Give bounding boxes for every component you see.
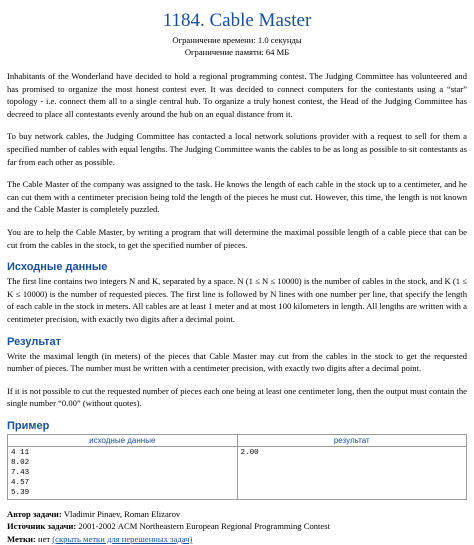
hide-tags-link[interactable]: (скрыть метки для нерешенных задач) <box>52 533 193 544</box>
problem-tags <box>7 533 467 545</box>
input-heading: Исходные данные <box>7 261 108 274</box>
source-value: 2001-2002 ACM Northeastern European Regional Programming Contest <box>78 521 330 532</box>
author-label: Автор задачи: <box>7 508 62 519</box>
tags-label: Метки: <box>7 533 36 544</box>
sample-input: 4 11 8.02 7.43 4.57 5.39 <box>11 448 30 497</box>
sample-header-row <box>8 434 467 446</box>
statement-paragraph: To buy network cables, the Judging Committee has contacted a local network solutions provider with a request to sell for them a specified number of cables with equal lengths. The Judging Committee wants the cables to be as long as possible to sit contestants as far from each other as possible. <box>7 131 467 167</box>
example-heading: Пример <box>7 419 50 432</box>
input-description: The first line contains two integers N and K, separated by a space. N (1 ≤ N ≤ 10000) is the number of cables in the stock, and K (1 ≤ K ≤ 10000) is the number of requested pieces. The first line is followed by N lines with one number per line, that specify the length of each cable in the stock in meters. All cables are at least 1 meter and at most 100 kilometers in length. All lengths are written with a centimeter precision, with exactly two digits after a decimal point. <box>7 276 467 324</box>
sample-output-cell <box>237 446 467 499</box>
time-limit: Ограничение времени: 1.0 секунды <box>172 35 302 45</box>
author-value: Vladimir Pinaev, Roman Elizarov <box>63 508 181 519</box>
problem-author <box>7 508 467 520</box>
sample-input-header: исходные данные <box>8 434 238 446</box>
tags-value: нет <box>37 533 51 544</box>
statement-paragraph: You are to help the Cable Master, by writing a program that will determine the maximal possible length of a cable piece that can be cut from the cables in the stock, to get the specified number of pieces. <box>7 226 467 250</box>
sample-output: 2.00 <box>240 448 259 457</box>
output-description: If it is not possible to cut the requested number of pieces each one being at least one centimeter long, then the output must contain the single number “0.00” (without quotes). <box>7 385 467 409</box>
output-description: Write the maximal length (in meters) of the pieces that Cable Master may cut from the cables in the stock to get the requested number of pieces. The number must be written with a centimeter precision, with exactly two digits after a decimal point. <box>7 350 467 374</box>
sample-output-header: результат <box>237 434 467 446</box>
statement-paragraph: Inhabitants of the Wonderland have decided to hold a regional programming contest. The Judging Committee has volunteered and has promised to organize the most honest contest ever. It was decided to connect computers for the contestants using a “star” topology - i.e. connect them all to a single central hub. To organize a truly honest contest, the Head of the Judging Committee has decreed to place all contestants evenly around the hub on an equal distance from it. <box>7 71 467 119</box>
output-heading: Результат <box>7 335 62 348</box>
sample-table <box>7 434 467 500</box>
source-label: Источник задачи: <box>7 521 77 532</box>
problem-title: 1184. Cable Master <box>162 10 312 31</box>
statement-paragraph: The Cable Master of the company was assigned to the task. He knows the length of each cable in the stock up to a centimeter, and he can cut them with a centimeter precision being told the length of the pieces he must cut. However, this time, the length is not known and the Cable Master is completely puzzled. <box>7 179 467 215</box>
problem-source <box>7 520 467 532</box>
limits-block <box>7 35 467 58</box>
sample-input-cell <box>8 446 238 499</box>
sample-row <box>8 446 467 499</box>
memory-limit: Ограничение памяти: 64 МБ <box>184 46 290 57</box>
